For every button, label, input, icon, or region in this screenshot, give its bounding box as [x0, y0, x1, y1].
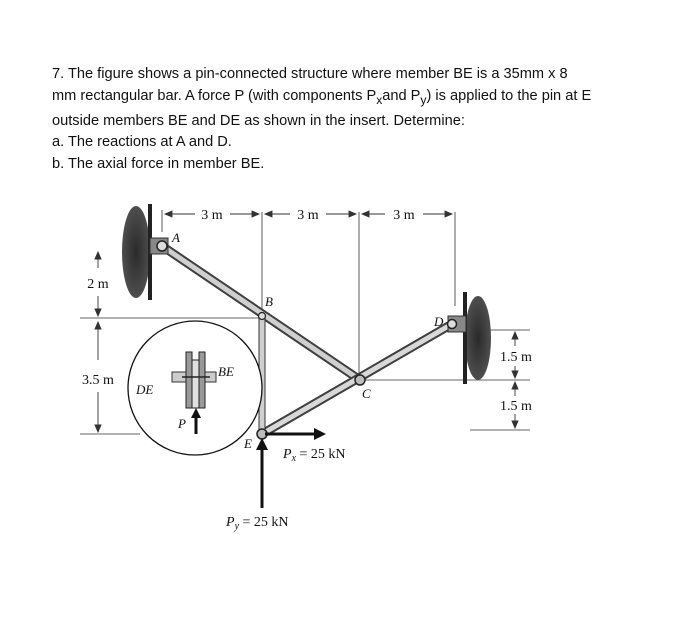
problem-line-3: outside members BE and DE as shown in the insert. Determine:	[52, 112, 465, 129]
dim-top-3: 3 m	[393, 208, 415, 223]
dim-right-1: 1.5 m	[500, 350, 532, 365]
dim-top-2: 3 m	[297, 208, 319, 223]
force-px-label: $P_x = 25$ kN	[283, 447, 346, 464]
wall-support-left	[122, 204, 152, 300]
label-BE: BE	[218, 364, 234, 379]
pin-A	[150, 238, 168, 254]
pin-C	[355, 375, 365, 385]
wall-support-right	[463, 292, 491, 384]
label-B: B	[265, 294, 273, 309]
label-P: P	[178, 416, 186, 431]
px-subscript: x	[376, 92, 383, 107]
dim-right-2: 1.5 m	[500, 399, 532, 414]
force-py-label: $P_y = 25$ kN	[226, 515, 289, 532]
problem-line-1: 7. The figure shows a pin-connected structure where member BE is a 35mm x 8	[52, 66, 568, 82]
label-D: D	[434, 314, 444, 329]
problem-line-2: mm rectangular bar. A force P (with components $P_xand$ $P_y$) is applied to the pin at E	[52, 87, 592, 107]
force-arrow-py	[256, 438, 268, 508]
question-part-b: b. The axial force in member BE.	[52, 155, 265, 172]
py-subscript: y	[420, 92, 427, 107]
label-A: A	[172, 230, 180, 245]
label-DE: DE	[136, 382, 154, 397]
dim-top-1: 3 m	[201, 208, 223, 223]
question-part-a: a. The reactions at A and D.	[52, 134, 232, 151]
label-E: E	[244, 436, 252, 451]
dim-left-1: 2 m	[87, 277, 109, 292]
dim-left-2: 3.5 m	[82, 373, 114, 388]
pin-D	[448, 316, 467, 332]
label-C: C	[362, 386, 371, 401]
pin-B	[259, 313, 266, 320]
